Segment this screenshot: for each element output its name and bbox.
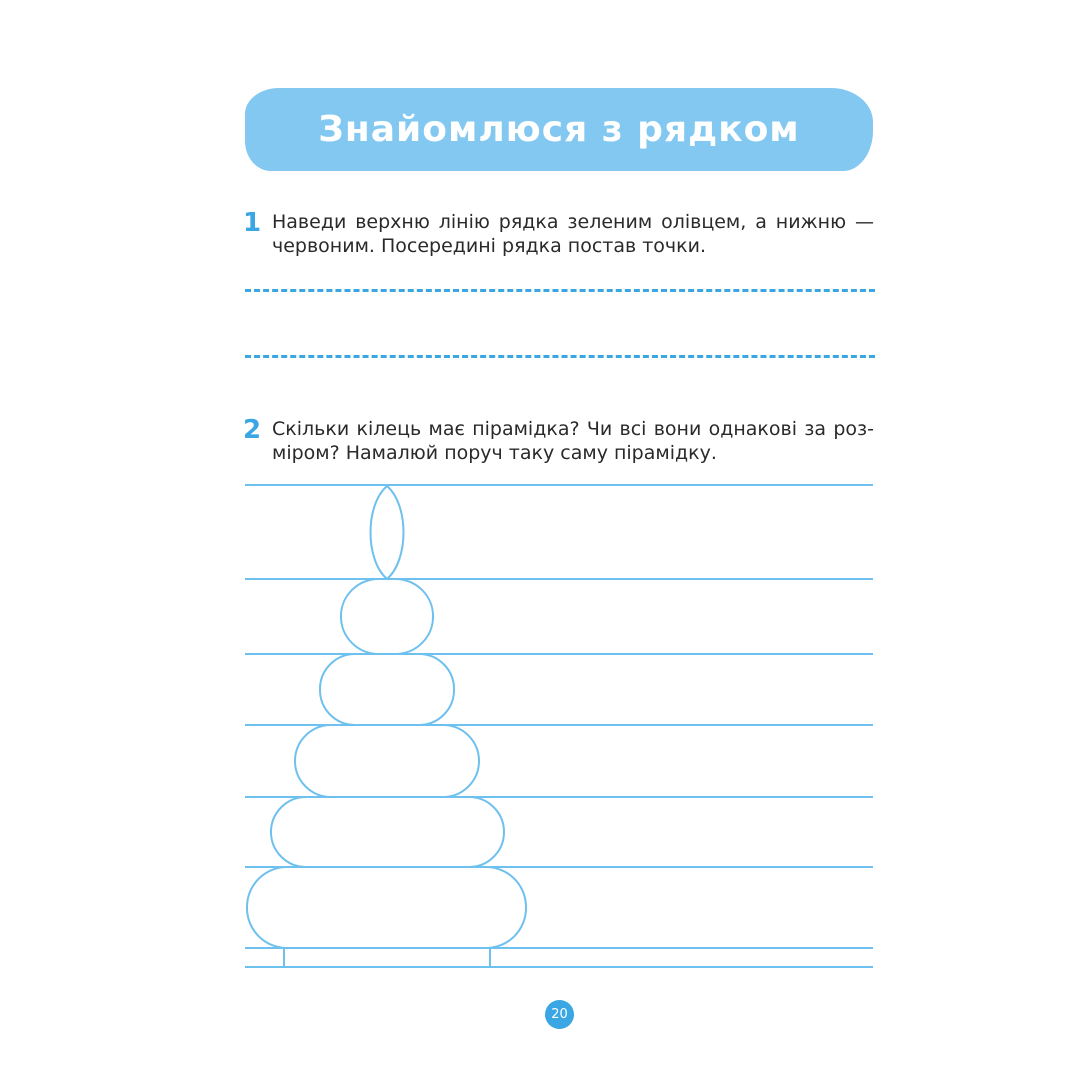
- task-1-number: 1: [243, 208, 262, 238]
- pyramid-ring-2: [271, 797, 504, 867]
- task-2-number: 2: [243, 415, 262, 445]
- task-2-line-2: міром? Намалюй поруч таку саму пірамідку.: [272, 442, 717, 464]
- pyramid-base: [284, 946, 490, 967]
- page-title: Знайомлюся з рядком: [318, 109, 800, 150]
- page-number-badge: 20: [545, 1000, 574, 1029]
- pyramid-ring-5: [341, 579, 433, 654]
- task-1-line-1: Наведи верхню лінію рядка зеленим олівцем, а нижню —: [272, 211, 874, 233]
- pyramid-ring-4: [320, 654, 454, 725]
- task-1-line-2: червоним. Посередині рядка постав точки.: [272, 235, 707, 257]
- ring-pyramid-illustration: [247, 486, 526, 967]
- task-2-line-1: Скільки кілець має пірамідка? Чи всі вони однакові за роз-: [272, 418, 874, 440]
- pyramid-top-cone: [371, 486, 404, 579]
- pyramid-ring-1: [247, 867, 526, 948]
- pyramid-ring-3: [295, 725, 479, 797]
